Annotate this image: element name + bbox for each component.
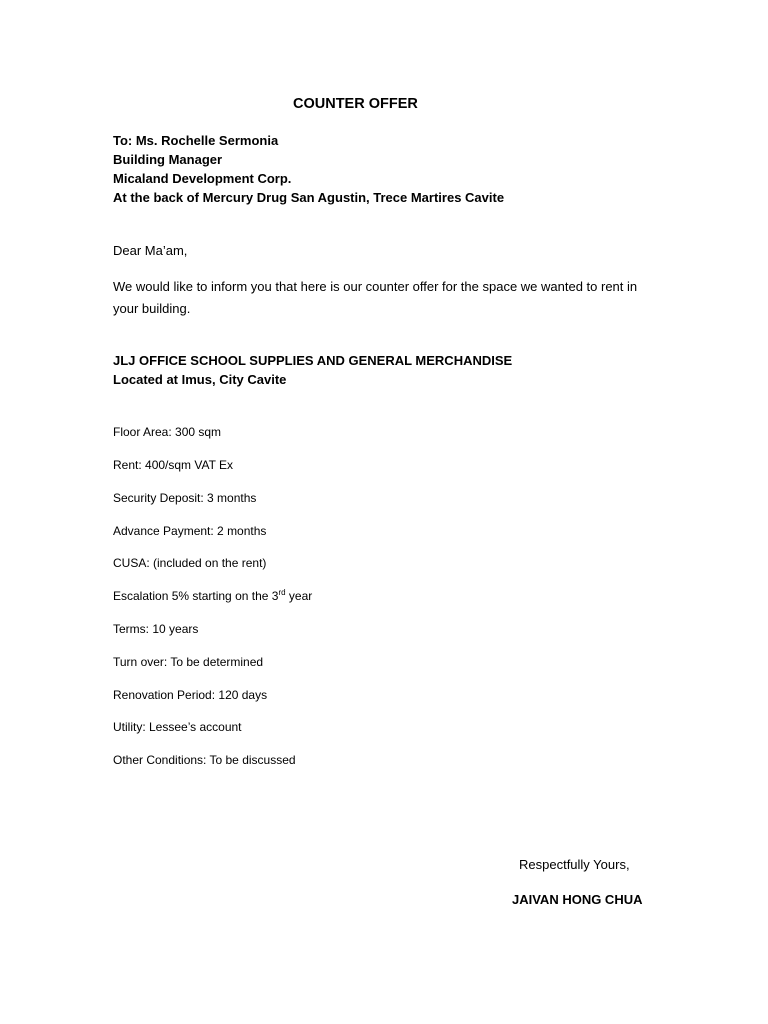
closing-line: Respectfully Yours, bbox=[519, 857, 630, 872]
escalation-text: Escalation 5% starting on the 3 bbox=[113, 589, 279, 603]
recipient-company: Micaland Development Corp. bbox=[113, 171, 292, 186]
signer-name: JAIVAN HONG CHUA bbox=[512, 892, 643, 907]
term-utility: Utility: Lessee’s account bbox=[113, 720, 242, 734]
escalation-suffix: year bbox=[285, 589, 313, 603]
term-other-conditions: Other Conditions: To be discussed bbox=[113, 753, 296, 767]
escalation-ordinal: rd bbox=[278, 588, 286, 597]
term-turn-over: Turn over: To be determined bbox=[113, 655, 264, 669]
term-length: Terms: 10 years bbox=[113, 622, 199, 636]
term-security-deposit: Security Deposit: 3 months bbox=[113, 491, 257, 505]
salutation: Dear Ma’am, bbox=[113, 243, 188, 258]
term-escalation bbox=[113, 589, 312, 603]
recipient-name: To: Ms. Rochelle Sermonia bbox=[113, 133, 279, 148]
intro-paragraph: We would like to inform you that here is our counter offer for the space we wanted to rent in your building. bbox=[113, 279, 638, 316]
lessee-location: Located at Imus, City Cavite bbox=[113, 372, 287, 387]
term-renovation-period: Renovation Period: 120 days bbox=[113, 688, 268, 702]
term-cusa: CUSA: (included on the rent) bbox=[113, 556, 267, 570]
term-advance-payment: Advance Payment: 2 months bbox=[113, 524, 267, 538]
lessee-name: JLJ OFFICE SCHOOL SUPPLIES AND GENERAL MERCHANDISE bbox=[113, 353, 513, 368]
document-title: COUNTER OFFER bbox=[293, 96, 418, 112]
recipient-address: At the back of Mercury Drug San Agustin, Trece Martires Cavite bbox=[113, 190, 505, 205]
term-floor-area: Floor Area: 300 sqm bbox=[113, 425, 222, 439]
recipient-position: Building Manager bbox=[113, 152, 223, 167]
term-rent: Rent: 400/sqm VAT Ex bbox=[113, 458, 234, 472]
